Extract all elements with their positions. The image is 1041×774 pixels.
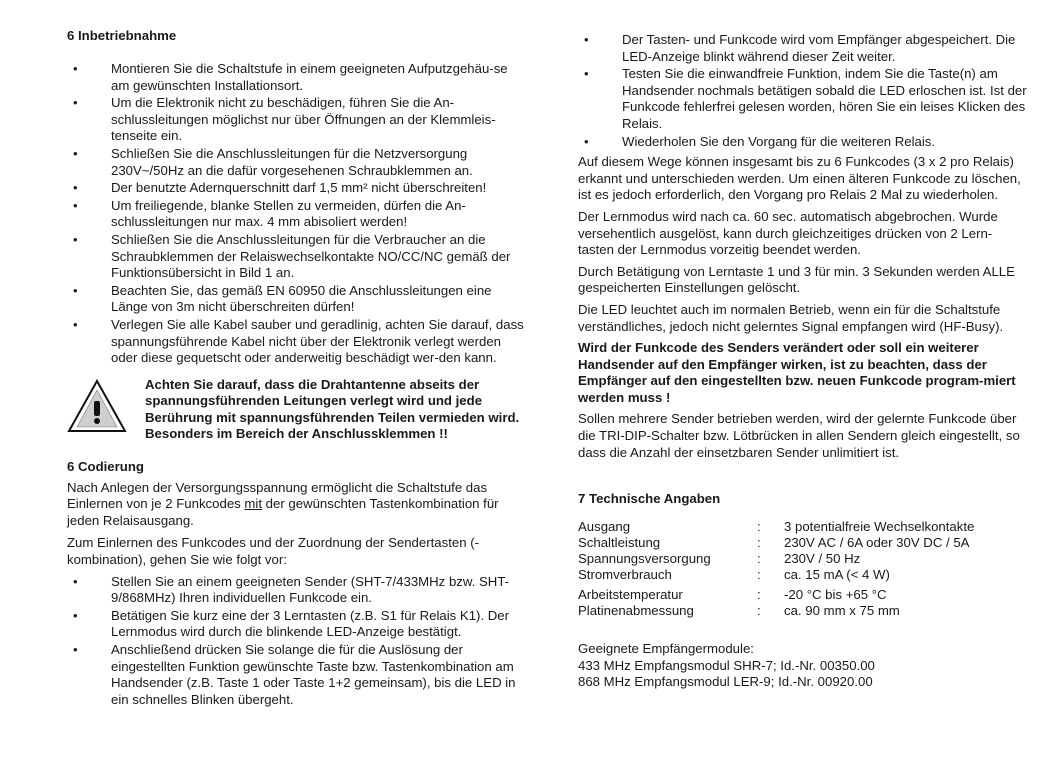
spec-value: ca. 15 mA (< 4 W) (784, 567, 890, 583)
spec-label: Arbeitstemperatur (578, 587, 683, 603)
list-item: • Stellen Sie an einem geeigneten Sender (SHT-7/433MHz bzw. SHT-9/868MHz) Ihren individuellen Funkcode ein. (67, 574, 527, 607)
section-heading-codierung: 6 Codierung (67, 458, 144, 474)
spec-row (578, 535, 1028, 551)
spec-label: Stromverbrauch (578, 567, 672, 583)
spec-row (578, 567, 1028, 583)
list-item: • Um die Elektronik nicht zu beschädigen, führen Sie die An-schlussleitungen möglichst nur über Öffnungen an der Klemmleis-tenseite ein. (67, 95, 527, 145)
list-item: • Verlegen Sie alle Kabel sauber und geradlinig, achten Sie darauf, dass spannungsführende Kabel nicht über der Elektronik verlegt werden oder diese gequetscht oder anderweitig beschädigt wer-den kann. (67, 317, 527, 367)
warning-triangle-icon (67, 379, 127, 433)
codierung-list (67, 574, 527, 709)
list-item: • Montieren Sie die Schaltstufe in einem geeigneten Aufputzgehäu-se am gewünschten Installationsort. (67, 61, 527, 94)
spec-value: 230V AC / 6A oder 30V DC / 5A (784, 535, 970, 551)
warning-text: Achten Sie darauf, dass die Drahtantenne abseits der spannungsführenden Leitungen verlegt wird und jede Berührung mit spannungsführenden Teilen vermieden wird. Besonders im Bereich der Anschlussklemmen !! (145, 376, 520, 442)
spec-table (578, 519, 1028, 619)
list-item: • Schließen Sie die Anschlussleitungen für die Verbraucher an die Schraubklemmen der Relaiswechselkontakte NO/CC/NC gemäß der Funktionsübersicht in Bild 1 an. (67, 232, 527, 282)
module-line: 433 MHz Empfangsmodul SHR-7; Id.-Nr. 00350.00 (578, 657, 875, 673)
paragraph: Die LED leuchtet auch im normalen Betrieb, wenn ein für die Schaltstufe verständliches, jedoch nicht gelerntes Signal empfangen wird (HF-Busy). (578, 301, 1004, 334)
spec-value: ca. 90 mm x 75 mm (784, 603, 900, 619)
warning-notice (67, 377, 527, 457)
procedure-continued-list (578, 32, 1028, 150)
spec-row (578, 519, 1028, 535)
section-heading-inbetriebnahme: 6 Inbetriebnahme (67, 28, 177, 43)
spec-row (578, 551, 1028, 567)
left-column (67, 28, 527, 708)
spec-value: 230V / 50 Hz (784, 551, 861, 567)
list-item: • Wiederholen Sie den Vorgang für die weiteren Relais. (578, 134, 1028, 151)
spec-colon: : (757, 535, 761, 551)
inbetriebnahme-list (67, 61, 527, 367)
spec-colon: : (757, 587, 761, 603)
spec-label: Ausgang (578, 519, 631, 535)
paragraph: Der Lernmodus wird nach ca. 60 sec. automatisch abgebrochen. Wurde versehentlich ausgelöst, kann durch gleichzeitiges drücken von 2 Lern-tasten der Lernmodus vorzeitig beendet werden. (578, 208, 998, 258)
codierung-intro (67, 480, 527, 530)
text-span: Nach Anlegen der Versorgungsspannung ermöglicht die Schaltstufe das Einlernen von je 2 Funkcodes (67, 479, 488, 512)
important-note: Wird der Funkcode des Senders verändert oder soll ein weiterer Handsender auf den Empfänger wirken, ist zu beachten, dass der Empfänger auf den eingestellten bzw. neuen Funkcode program-miert werden muss ! (578, 340, 1016, 405)
section-heading-technische-angaben: 7 Technische Angaben (578, 491, 721, 507)
modules-heading: Geeignete Empfängermodule: (578, 641, 754, 657)
list-item: • Der Tasten- und Funkcode wird vom Empfänger abgespeichert. Die LED-Anzeige blinkt während dieser Zeit weiter. (578, 32, 1028, 65)
list-item: • Testen Sie die einwandfreie Funktion, indem Sie die Taste(n) am Handsender nochmals betätigen sobald die LED erloschen ist. Ist der Funkcode fehlerfrei gelesen worden, hören Sie ein leises Klicken des Relais. (578, 66, 1028, 132)
spec-row (578, 587, 1028, 603)
list-item: • Um freiliegende, blanke Stellen zu vermeiden, dürfen die An-schlussleitungen nur max. 4 mm abisoliert werden! (67, 198, 527, 231)
spec-label: Platinenabmessung (578, 603, 694, 619)
spec-value: -20 °C bis +65 °C (784, 587, 887, 603)
spec-colon: : (757, 567, 761, 583)
list-item: • Anschließend drücken Sie solange die für die Auslösung der eingestellten Funktion gewünschte Taste bzw. Tastenkombination am Handsender (z.B. Taste 1 oder Taste 1+2 gemeinsam), bis die LED in ein schnelles Blinken übergeht. (67, 642, 527, 708)
spec-row (578, 603, 1028, 619)
paragraph: Sollen mehrere Sender betrieben werden, wird der gelernte Funkcode über die TRI-DIP-Schalter bzw. Lötbrücken in allen Sendern gleich eingestellt, so dass die Anzahl der einsetzbaren Sender unlimitiert ist. (578, 411, 1020, 460)
module-line: 868 MHz Empfangsmodul LER-9; Id.-Nr. 00920.00 (578, 674, 873, 690)
list-item: • Betätigen Sie kurz eine der 3 Lerntasten (z.B. S1 für Relais K1). Der Lernmodus wird durch die blinkende LED-Anzeige bestätigt. (67, 608, 527, 641)
spec-colon: : (757, 603, 761, 619)
list-item: • Beachten Sie, das gemäß EN 60950 die Anschlussleitungen eine Länge von 3m nicht überschreiten dürfen! (67, 283, 527, 316)
list-item: • Der benutzte Adernquerschnitt darf 1,5 mm² nicht überschreiten! (67, 180, 527, 197)
spec-label: Spannungsversorgung (578, 551, 711, 567)
paragraph: Durch Betätigung von Lerntaste 1 und 3 für min. 3 Sekunden werden ALLE gespeicherten Einstellungen gelöscht. (578, 263, 1015, 296)
spec-label: Schaltleistung (578, 535, 661, 551)
paragraph: Auf diesem Wege können insgesamt bis zu 6 Funkcodes (3 x 2 pro Relais) erkannt und unterschieden werden. Um einen älteren Funkcode zu löschen, ist es jedoch erforderlich, den Vorgang pro Relais 2 Mal zu wiederholen. (578, 154, 1021, 203)
right-column (578, 32, 1028, 691)
spec-value: 3 potentialfreie Wechselkontakte (784, 519, 975, 535)
codierung-procedure-intro: Zum Einlernen des Funkcodes und der Zuordnung der Sendertasten (-kombination), gehen Sie wie folgt vor: (67, 535, 479, 568)
spec-colon: : (757, 519, 761, 535)
underlined-text: mit (244, 496, 263, 512)
list-item: • Schließen Sie die Anschlussleitungen für die Netzversorgung 230V~/50Hz an die dafür vorgesehenen Schraubklemmen an. (67, 146, 527, 179)
text-span: der gewünschten Tastenkombination für jeden Relaisausgang. (67, 496, 499, 528)
spec-colon: : (757, 551, 761, 567)
